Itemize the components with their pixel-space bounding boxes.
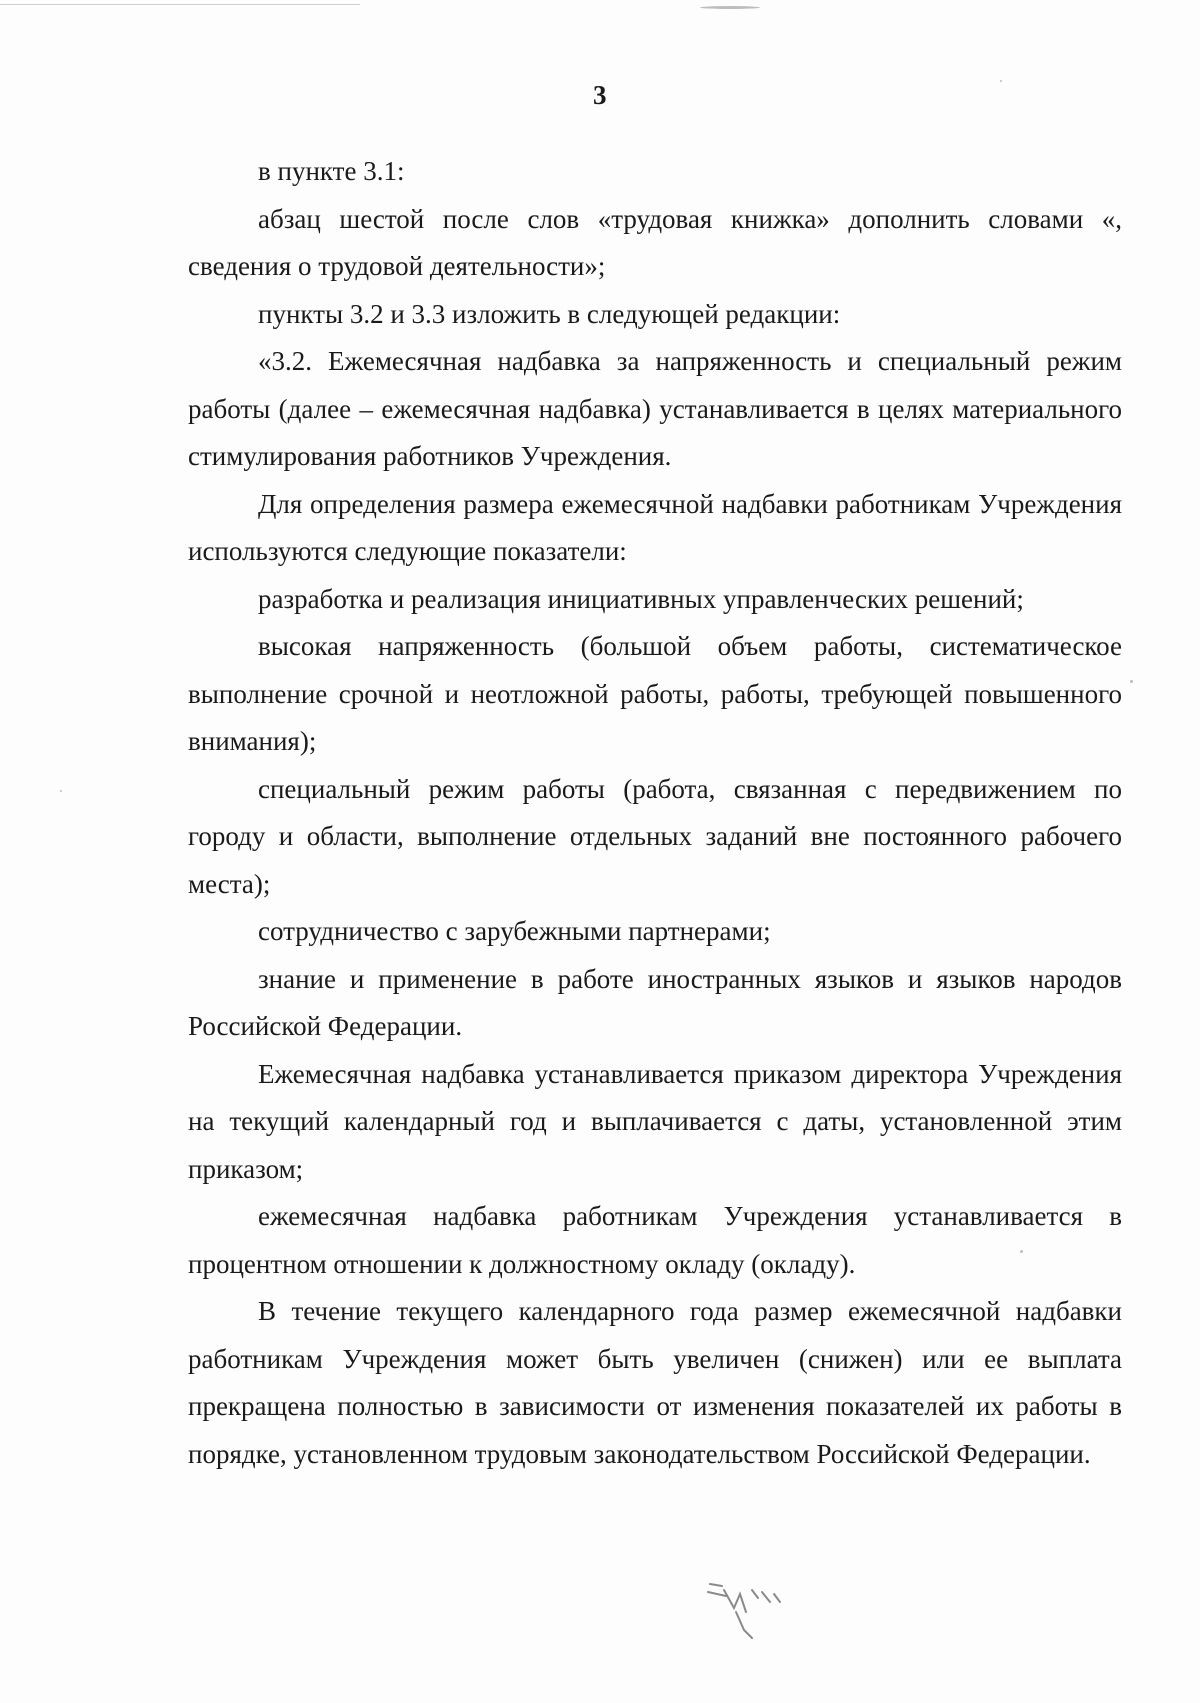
paragraph: высокая напряженность (большой объем работы, систематическое выполнение срочной и неотложной работы, работы, требующей повышенного внимания); (188, 631, 1122, 756)
page-number: 3 (593, 80, 607, 110)
paragraph: В течение текущего календарного года размер ежемесячной надбавки работникам Учреждения может быть увеличен (снижен) или ее выплата прекращена полностью в зависимости от изменения показателей их работы в порядке, установленном трудовым законодательством Российской Федерации. (188, 1296, 1122, 1469)
initials-mark (700, 1572, 830, 1642)
paragraph: ежемесячная надбавка работникам Учреждения устанавливается в процентном отношении к должностному окладу (окладу). (188, 1201, 1122, 1279)
scan-speck (60, 790, 62, 792)
paragraph: Для определения размера ежемесячной надбавки работникам Учреждения используются следующие показатели: (188, 488, 1122, 566)
paragraph: Ежемесячная надбавка устанавливается приказом директора Учреждения на текущий календарный год и выплачивается с даты, установленной этим приказом; (188, 1058, 1122, 1184)
paragraph: «3.2. Ежемесячная надбавка за напряженность и специальный режим работы (далее – ежемесячная надбавка) устанавливается в целях материального стимулирования работников Учреждения. (188, 346, 1122, 471)
paragraph: сотрудничество с зарубежными партнерами; (258, 916, 771, 946)
scan-speck (1130, 680, 1133, 683)
paragraph: пункты 3.2 и 3.3 изложить в следующей редакции: (258, 298, 841, 329)
paragraph: разработка и реализация инициативных управленческих решений; (258, 583, 1024, 614)
paragraph: в пункте 3.1: (258, 156, 405, 186)
paragraph: знание и применение в работе иностранных языков и языков народов Российской Федерации. (188, 963, 1122, 1041)
paragraph: специальный режим работы (работа, связанная с передвижением по городу и области, выполнение отдельных заданий вне постоянного рабочего места); (188, 773, 1122, 899)
paragraph: абзац шестой после слов «трудовая книжка» дополнить словами «, сведения о трудовой деятельности»; (188, 203, 1122, 281)
document-body (188, 148, 1122, 1478)
scan-speck (700, 6, 760, 9)
scan-artifact-line (0, 4, 360, 5)
